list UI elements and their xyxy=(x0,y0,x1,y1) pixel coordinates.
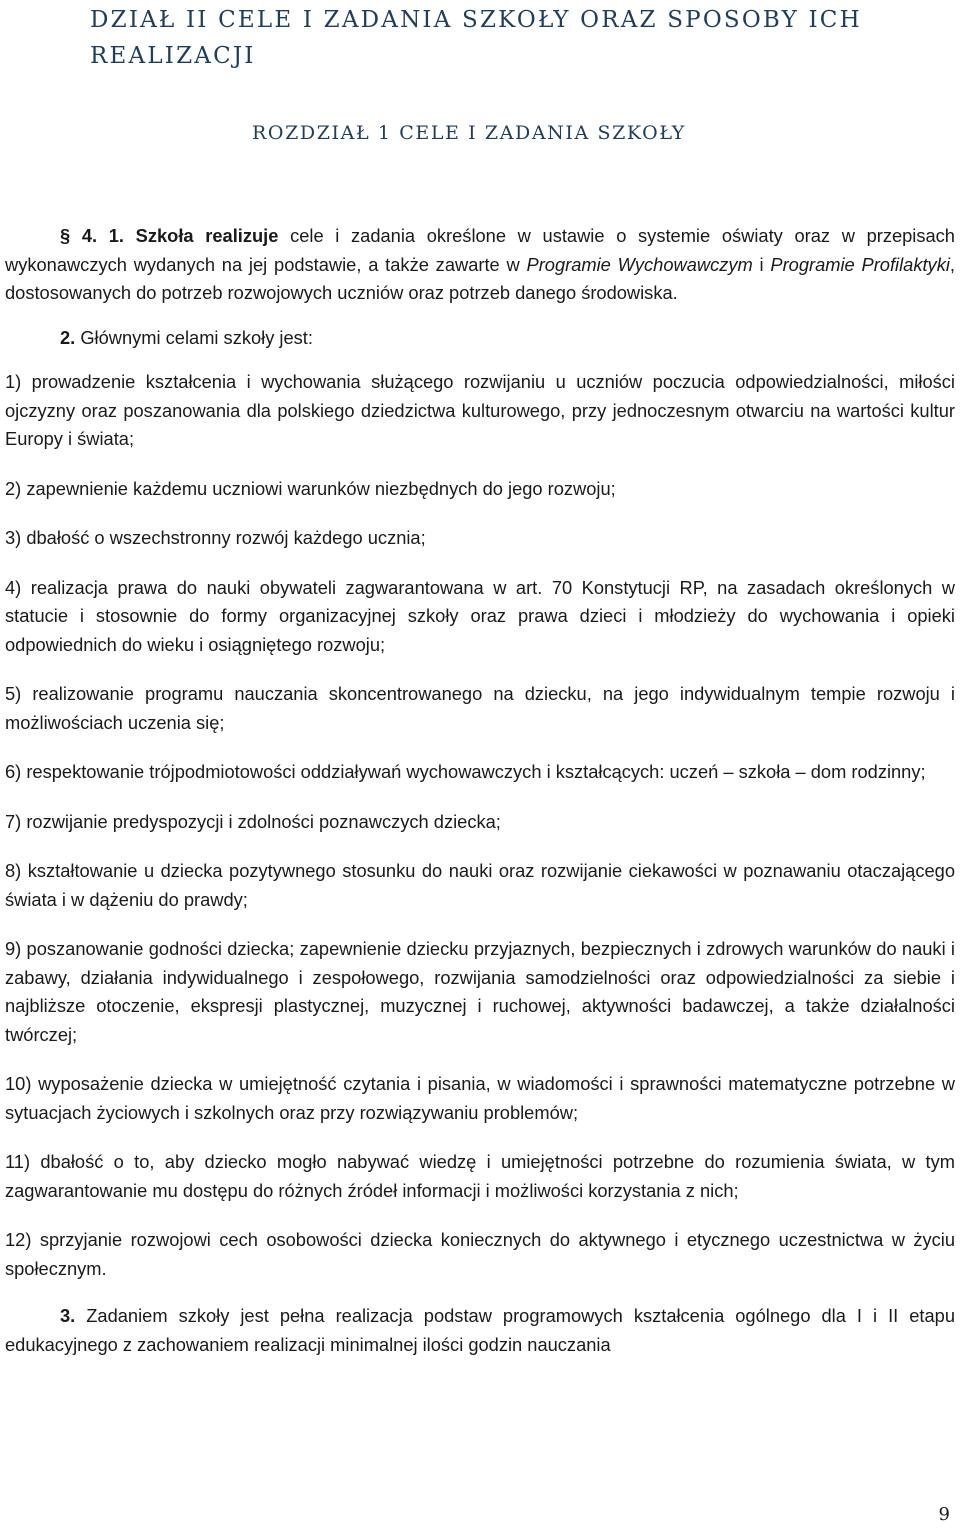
goal-item: 6) respektowanie trójpodmiotowości oddziaływań wychowawczych i kształcących: uczeń – szkoła – dom rodzinny; xyxy=(5,761,926,782)
goal-item: 3) dbałość o wszechstronny rozwój każdego ucznia; xyxy=(5,527,426,548)
paragraph-1-lead: Szkoła realizuje xyxy=(135,225,279,246)
goal-item: 8) kształtowanie u dziecka pozytywnego stosunku do nauki oraz rozwijanie ciekawości w poznawaniu otaczającego świata i w dążeniu do prawdy; xyxy=(5,860,955,910)
goal-item: 10) wyposażenie dziecka w umiejętność czytania i pisania, w wiadomości i sprawności matematyczne potrzebne w sytuacjach życiowych i szkolnych oraz przy rozwiązywaniu problemów; xyxy=(5,1073,955,1123)
paragraph-3-number: 3. xyxy=(60,1305,76,1326)
paragraph-1-text-a: cele i zadania określone w ustawie o systemie oświaty oraz w przepisach wykonawczych wydanych na jej podstawie, a także zawarte w xyxy=(5,225,955,275)
paragraph-1 xyxy=(5,222,955,308)
paragraph-1-prefix: § 4. 1. xyxy=(60,225,124,246)
goal-item: 11) dbałość o to, aby dziecko mogło nabywać wiedzę i umiejętności potrzebne do rozumienia świata, w tym zagwarantowanie mu dostępu do różnych źródeł informacji i możliwości korzystania z nich; xyxy=(5,1151,955,1201)
goal-item: 7) rozwijanie predyspozycji i zdolności poznawczych dziecka; xyxy=(5,810,501,832)
goal-item: 1) prowadzenie kształcenia i wychowania służącego rozwijaniu u uczniów poczucia odpowiedzialności, miłości ojczyzny oraz poszanowania dla polskiego dziedzictwa kulturowego, przy jednoczesnym otwarciu na wartości kultur Europy i świata; xyxy=(5,371,955,449)
program-profilaktyki-ref: Programie Profilaktyki xyxy=(770,253,950,275)
paragraph-3-text: Zadaniem szkoły jest pełna realizacja podstaw programowych kształcenia ogólnego dla I i II etapu edukacyjnego z zachowaniem realizacji minimalnej ilości godzin nauczania xyxy=(5,1305,955,1355)
program-wychowawczy-ref: Programie Wychowawczym xyxy=(526,253,753,275)
paragraph-2-text: Głównymi celami szkoły jest: xyxy=(75,326,313,348)
chapter-title: DZIAŁ II CELE I ZADANIA SZKOŁY ORAZ SPOSOBY ICH REALIZACJI xyxy=(90,7,862,69)
paragraph-3 xyxy=(5,1302,955,1359)
page-number: 9 xyxy=(938,1504,950,1525)
goal-item: 2) zapewnienie każdemu uczniowi warunków niezbędnych do jego rozwoju; xyxy=(5,477,616,499)
goal-item: 9) poszanowanie godności dziecka; zapewnienie dziecku przyjaznych, bezpiecznych i zdrowych warunków do nauki i zabawy, działania indywidualnego i zespołowego, rozwijania samodzielności oraz odpowiedzialności za siebie i najbliższe otoczenie, ekspresji plastycznej, muzycznej i ruchowej, aktywności badawczej, a także działalności twórczej; xyxy=(5,938,955,1045)
goal-item: 4) realizacja prawa do nauki obywateli zagwarantowana w art. 70 Konstytucji RP, na zasadach określonych w statucie i stosownie do formy organizacyjnej szkoły oraz prawa dzieci i młodzieży do wychowania i opieki odpowiednich do wieku i osiągniętego rozwoju; xyxy=(5,576,955,655)
paragraph-1-text-c: , dostosowanych do potrzeb rozwojowych uczniów oraz potrzeb danego środowiska. xyxy=(5,253,955,303)
document-body xyxy=(5,222,955,1359)
section-title: ROZDZIAŁ 1 CELE I ZADANIA SZKOŁY xyxy=(252,122,686,144)
paragraph-2 xyxy=(5,324,955,353)
paragraph-1-text-b: i xyxy=(752,253,771,275)
goal-item: 5) realizowanie programu nauczania skoncentrowanego na dziecku, na jego indywidualnym tempie rozwoju i możliwościach uczenia się; xyxy=(5,683,955,733)
goal-item: 12) sprzyjanie rozwojowi cech osobowości dziecka koniecznych do aktywnego i etycznego uczestnictwa w życiu społecznym. xyxy=(5,1229,955,1279)
paragraph-2-number: 2. xyxy=(60,326,76,348)
